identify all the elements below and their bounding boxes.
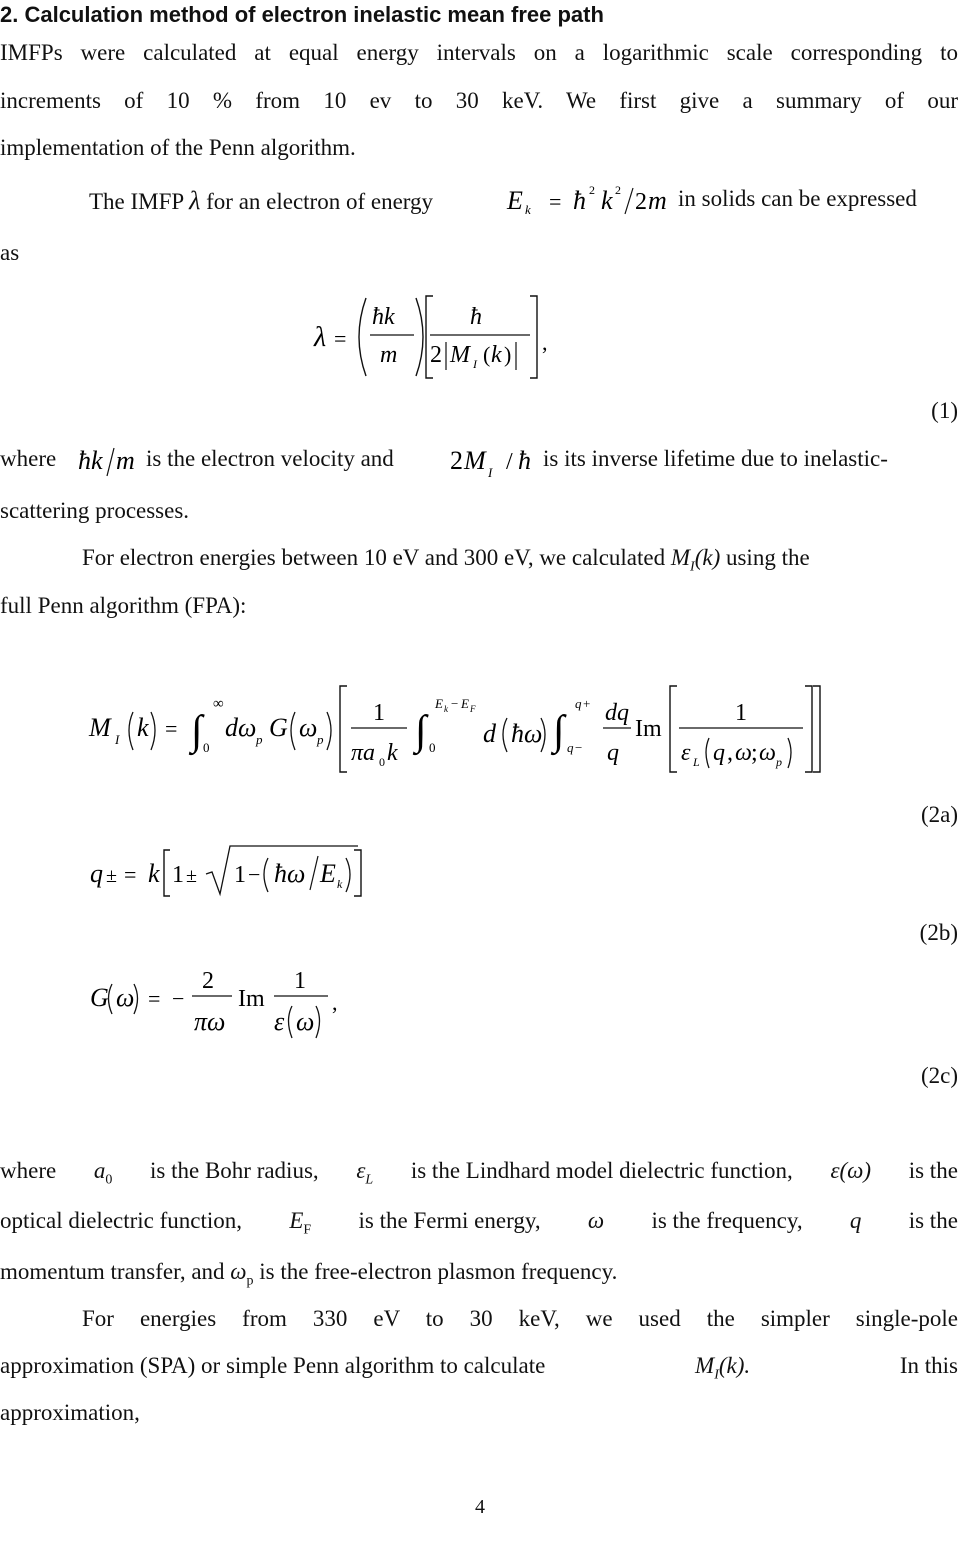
svg-text:2: 2 — [202, 968, 214, 994]
svg-text:1: 1 — [234, 862, 246, 888]
svg-text:ω: ω — [296, 1007, 315, 1036]
svg-text:k: k — [525, 202, 531, 217]
svg-text:2: 2 — [589, 183, 595, 197]
svg-text:−: − — [451, 696, 459, 711]
svg-text:E: E — [435, 696, 443, 711]
svg-text:+: + — [583, 696, 591, 711]
svg-text:q: q — [90, 859, 103, 888]
svg-text:): ) — [504, 342, 512, 367]
svg-text:ω: ω — [759, 740, 776, 766]
svg-text:,: , — [727, 740, 733, 766]
svg-text:−: − — [575, 740, 583, 755]
mi-symbol: M — [670, 545, 691, 570]
svg-text:−: − — [248, 862, 261, 887]
svg-text:=: = — [334, 326, 347, 351]
fpa-line-1: For electron energies between 10 eV and 300 eV, we calculated $M_I(k)$ using the — [82, 545, 810, 575]
equation-label-2b: (2b) — [919, 920, 958, 945]
svg-text:ħω: ħω — [511, 719, 543, 748]
equation-2c — [88, 960, 368, 1050]
svg-text:I: I — [115, 732, 120, 747]
svg-text:1: 1 — [373, 700, 385, 726]
svg-text:F: F — [470, 704, 476, 714]
svg-text:Im: Im — [238, 986, 265, 1012]
svg-text:ω: ω — [735, 740, 752, 766]
svg-text:2: 2 — [430, 342, 442, 368]
svg-text:1: 1 — [172, 862, 184, 888]
imfp-middle: for an electron of energy — [206, 189, 434, 214]
svg-text:2: 2 — [635, 189, 647, 215]
svg-text:ε: ε — [274, 1007, 285, 1036]
svg-text:q: q — [713, 740, 725, 766]
svg-text:p: p — [776, 755, 782, 769]
where1-prefix: where — [0, 446, 57, 471]
inverse-lifetime-formula — [448, 440, 540, 484]
svg-text:ħ: ħ — [573, 186, 586, 215]
svg-text:2: 2 — [615, 183, 621, 197]
svg-text:;: ; — [751, 740, 758, 766]
svg-text:ħ: ħ — [518, 446, 531, 475]
svg-text:G: G — [90, 983, 109, 1012]
svg-text:m: m — [116, 446, 135, 475]
svg-text:k: k — [137, 713, 149, 742]
svg-text:q: q — [607, 740, 619, 766]
svg-text:±: ± — [186, 865, 197, 887]
spa-line-2: approximation (SPA) or simple Penn algorithm to calculate $M_I(k)$. In this — [0, 1353, 958, 1383]
imfp-sentence — [89, 186, 433, 216]
svg-text:q: q — [575, 696, 582, 711]
svg-text:πω: πω — [194, 1007, 226, 1036]
svg-text:ħω: ħω — [274, 859, 306, 888]
svg-text:=: = — [124, 862, 137, 887]
where1-line2: scattering processes. — [0, 498, 190, 523]
where2-line-1: where $a_0$ is the Bohr radius, $\varepsilon_L$ is the Lindhard model dielectric function, ε(ω) is the — [0, 1158, 958, 1188]
intro-line-2: increments of 10 % from 10 ev to 30 keV. We first give a summary of our — [0, 88, 958, 113]
imfp-prefix: The IMFP — [89, 189, 184, 214]
svg-text:d: d — [483, 719, 496, 748]
svg-text:E: E — [461, 696, 469, 711]
svg-text:=: = — [165, 716, 178, 741]
svg-text:k: k — [387, 740, 398, 766]
svg-text:∫: ∫ — [191, 708, 203, 754]
imfp-suffix: in solids can be expressed — [678, 186, 917, 211]
svg-text:p: p — [256, 732, 263, 747]
intro-line-1: IMFPs were calculated at equal energy intervals on a logarithmic scale corresponding to — [0, 40, 958, 65]
svg-text:∫: ∫ — [553, 708, 565, 754]
svg-text:ħk: ħk — [78, 446, 103, 475]
svg-text:q: q — [567, 740, 574, 755]
equation-label-1: (1) — [931, 398, 958, 423]
svg-text:±: ± — [106, 865, 117, 887]
svg-text:=: = — [549, 189, 562, 214]
page-number: 4 — [475, 1496, 485, 1518]
svg-text:ω: ω — [116, 983, 135, 1012]
svg-text:∞: ∞ — [213, 696, 224, 712]
svg-text:Im: Im — [635, 716, 662, 742]
svg-text:,: , — [542, 330, 548, 355]
svg-text:E: E — [507, 186, 523, 215]
svg-text:k: k — [601, 186, 613, 215]
where2-line-2: optical dielectric function, $E_F$ is the Fermi energy, ω is the frequency, q is the — [0, 1208, 958, 1238]
velocity-formula — [76, 440, 146, 480]
svg-text:I: I — [473, 357, 477, 371]
svg-text:M: M — [89, 713, 111, 742]
svg-text:M: M — [450, 342, 470, 368]
as-word: as — [0, 240, 20, 265]
where1-middle: is the electron velocity and — [146, 446, 394, 471]
svg-text:(: ( — [483, 342, 491, 367]
svg-text:m: m — [648, 186, 667, 215]
svg-text:G: G — [269, 713, 288, 742]
svg-text:,: , — [332, 990, 338, 1015]
svg-text:0: 0 — [379, 755, 385, 769]
svg-text:E: E — [320, 859, 336, 888]
spa-line-1: For energies from 330 eV to 30 keV, we used the simpler single-pole — [82, 1306, 958, 1331]
svg-text:k: k — [337, 877, 343, 891]
svg-text:m: m — [380, 342, 398, 368]
svg-text:k: k — [444, 704, 448, 714]
svg-text:/: / — [506, 449, 513, 475]
where2-line-3: momentum transfer, and $\omega_p$ is the free-electron plasmon frequency. — [0, 1259, 618, 1289]
svg-text:∫: ∫ — [415, 708, 427, 754]
svg-text:−: − — [172, 986, 185, 1011]
spa-line-3: approximation, — [0, 1400, 140, 1425]
svg-text:2: 2 — [450, 446, 463, 475]
svg-text:λ: λ — [314, 322, 327, 353]
equation-2b — [88, 840, 378, 906]
where1-suffix: is its inverse lifetime due to inelastic- — [543, 446, 888, 471]
svg-text:ħk: ħk — [372, 304, 395, 330]
equation-2a — [85, 680, 835, 780]
svg-text:M: M — [464, 446, 486, 475]
svg-text:0: 0 — [429, 740, 436, 755]
section-heading: 2. Calculation method of electron inelastic mean free path — [0, 2, 604, 27]
svg-text:ħ: ħ — [470, 304, 482, 330]
svg-text:=: = — [148, 986, 161, 1011]
lambda-symbol: λ — [189, 186, 201, 215]
svg-text:L: L — [693, 755, 700, 769]
svg-text:ω: ω — [299, 713, 318, 742]
svg-text:k: k — [491, 342, 502, 368]
svg-text:1: 1 — [735, 700, 747, 726]
equation-1 — [310, 290, 570, 390]
svg-text:dω: dω — [225, 713, 257, 742]
intro-line-3: implementation of the Penn algorithm. — [0, 135, 356, 160]
equation-label-2a: (2a) — [920, 802, 958, 827]
fpa-line-2: full Penn algorithm (FPA): — [0, 593, 247, 618]
energy-formula-inline — [505, 180, 675, 220]
svg-text:ε: ε — [681, 740, 691, 766]
svg-text:1: 1 — [294, 968, 306, 994]
svg-text:0: 0 — [203, 740, 210, 755]
svg-text:k: k — [148, 859, 160, 888]
svg-text:I: I — [488, 465, 493, 480]
svg-text:dq: dq — [605, 700, 629, 726]
equation-label-2c: (2c) — [920, 1063, 958, 1088]
svg-text:πa: πa — [351, 740, 376, 766]
svg-text:p: p — [317, 732, 324, 747]
